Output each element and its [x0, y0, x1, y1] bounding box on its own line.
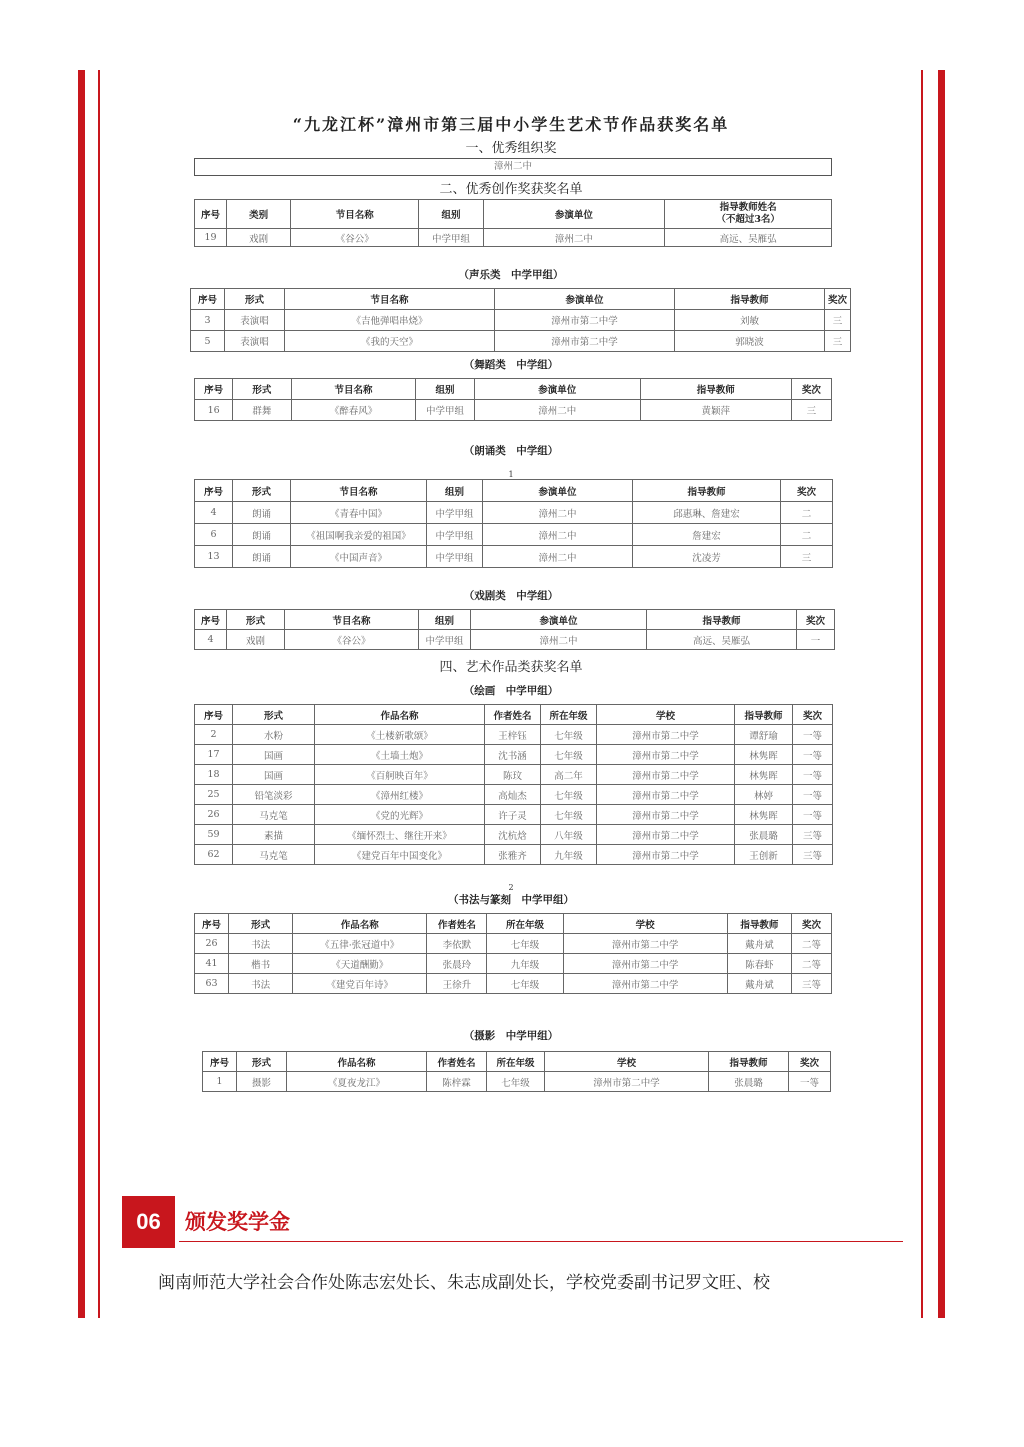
table-cell: 朗诵 — [233, 502, 291, 524]
table-row — [195, 546, 833, 568]
table-cell: 戏剧 — [227, 229, 291, 247]
table-header-row — [195, 379, 832, 400]
column-header: 奖次 — [793, 705, 833, 725]
column-header: 组别 — [416, 379, 474, 400]
table-cell: 张晨璐 — [735, 825, 793, 845]
table-cell: 17 — [195, 745, 233, 765]
table-cell: 漳州二中 — [483, 524, 633, 546]
table-cell: 陈梓霖 — [427, 1072, 487, 1092]
table-cell: 王创新 — [735, 845, 793, 865]
award-list-document — [190, 108, 847, 1092]
subtitle-recitation: （朗诵类 中学组） — [463, 445, 559, 457]
table-cell: 九年级 — [541, 845, 597, 865]
table-row — [195, 524, 833, 546]
table-cell: 《土楼新歌颂》 — [315, 725, 485, 745]
table-row — [191, 310, 851, 331]
table-cell: 水粉 — [233, 725, 315, 745]
table-cell: 漳州市第二中学 — [597, 805, 735, 825]
column-header: 指导教师 — [727, 914, 791, 934]
table-cell: 《百舸映百年》 — [315, 765, 485, 785]
column-header: 形式 — [233, 480, 291, 502]
column-header: 参演单位 — [474, 379, 640, 400]
table-cell: 一等 — [793, 745, 833, 765]
section-divider — [179, 1241, 903, 1242]
page-number: 1 — [508, 470, 514, 479]
table-cell: 三等 — [793, 845, 833, 865]
table-cell: 国画 — [233, 765, 315, 785]
table-cell: 《吉他弹唱串烧》 — [285, 310, 495, 331]
column-header: 指导教师 — [647, 610, 797, 630]
column-header: 形式 — [227, 610, 285, 630]
table-cell: 26 — [195, 805, 233, 825]
table-cell: 《天道酬勤》 — [293, 954, 427, 974]
table-cell: 漳州二中 — [483, 546, 633, 568]
right-border-thick — [938, 70, 945, 1318]
table-cell: 表演唱 — [225, 331, 285, 352]
table-cell: 沈凌芳 — [633, 546, 781, 568]
table-cell: 摄影 — [237, 1072, 287, 1092]
table-cell: 一等 — [793, 765, 833, 785]
table-cell: 漳州市第二中学 — [563, 934, 727, 954]
table-cell: 书法 — [229, 974, 293, 994]
table-cell: 八年级 — [541, 825, 597, 845]
column-header: 组别 — [427, 480, 483, 502]
table-cell: 谭舒瑜 — [735, 725, 793, 745]
column-header: 奖次 — [791, 914, 831, 934]
table-cell: 59 — [195, 825, 233, 845]
table-vocal — [190, 288, 851, 352]
column-header: 节目名称 — [285, 289, 495, 310]
table-drama — [194, 609, 835, 650]
column-header: 作品名称 — [315, 705, 485, 725]
table-creation-award — [194, 199, 832, 247]
table-cell: 一等 — [793, 805, 833, 825]
table-cell: 漳州二中 — [471, 630, 647, 650]
table-cell: 漳州市第二中学 — [597, 785, 735, 805]
table-cell: 19 — [195, 229, 227, 247]
table-cell: 《祖国啊我亲爱的祖国》 — [291, 524, 427, 546]
table-cell: 16 — [195, 400, 233, 421]
column-header: 指导教师 — [633, 480, 781, 502]
table-row — [191, 331, 851, 352]
column-header: 组别 — [419, 200, 483, 229]
table-cell: 张雅齐 — [485, 845, 541, 865]
table-cell: 国画 — [233, 745, 315, 765]
table-header-row — [195, 200, 832, 229]
column-header: 奖次 — [791, 379, 831, 400]
column-header: 形式 — [229, 914, 293, 934]
table-cell: 《青春中国》 — [291, 502, 427, 524]
table-cell: 七年级 — [487, 934, 563, 954]
table-cell: 戴舟斌 — [727, 974, 791, 994]
table-cell: 三 — [781, 546, 833, 568]
table-row — [195, 229, 832, 247]
subtitle-painting: （绘画 中学甲组） — [463, 685, 559, 697]
table-cell: 1 — [203, 1072, 237, 1092]
column-header: 所在年级 — [487, 914, 563, 934]
column-header: 作品名称 — [293, 914, 427, 934]
column-header: 序号 — [195, 480, 233, 502]
subtitle-dance: （舞蹈类 中学组） — [463, 359, 559, 371]
table-photography — [202, 1051, 831, 1092]
table-cell: 戴舟斌 — [727, 934, 791, 954]
right-border-thin — [921, 70, 923, 1318]
table-row — [195, 845, 833, 865]
table-cell: 张晨玲 — [427, 954, 487, 974]
column-header: 奖次 — [789, 1052, 831, 1072]
table-cell: 七年级 — [541, 725, 597, 745]
table-cell: 一等 — [789, 1072, 831, 1092]
table-cell: 七年级 — [487, 1072, 545, 1092]
section-2-title: 二、优秀创作奖获奖名单 — [439, 182, 583, 197]
column-header: 作品名称 — [287, 1052, 427, 1072]
table-cell: 漳州市第二中学 — [495, 310, 675, 331]
column-header: 所在年级 — [487, 1052, 545, 1072]
column-header: 学校 — [597, 705, 735, 725]
table-cell: 漳州市第二中学 — [597, 725, 735, 745]
column-header: 节目名称 — [285, 610, 419, 630]
table-cell: 陈春虾 — [727, 954, 791, 974]
column-header: 学校 — [563, 914, 727, 934]
table-header-row — [195, 610, 835, 630]
column-header: 序号 — [195, 379, 233, 400]
table-cell: 三 — [825, 331, 851, 352]
table-cell: 一等 — [793, 725, 833, 745]
column-header: 类别 — [227, 200, 291, 229]
column-header: 节目名称 — [291, 379, 416, 400]
table-cell: 《土墙土炮》 — [315, 745, 485, 765]
table-cell: 4 — [195, 502, 233, 524]
org-award-box: 漳州二中 — [194, 158, 832, 176]
table-cell: 三 — [791, 400, 831, 421]
section-4-title: 四、艺术作品类获奖名单 — [439, 660, 583, 675]
table-cell: 《中国声音》 — [291, 546, 427, 568]
table-cell: 3 — [191, 310, 225, 331]
table-row — [195, 825, 833, 845]
table-cell: 25 — [195, 785, 233, 805]
table-cell: 63 — [195, 974, 229, 994]
table-cell: 黄颖萍 — [640, 400, 791, 421]
table-cell: 漳州市第二中学 — [563, 954, 727, 974]
table-cell: 2 — [195, 725, 233, 745]
table-recitation — [194, 479, 833, 568]
table-cell: 漳州市第二中学 — [597, 825, 735, 845]
table-row — [195, 630, 835, 650]
column-header: 参演单位 — [483, 480, 633, 502]
column-header: 参演单位 — [483, 200, 665, 229]
table-header-row — [191, 289, 851, 310]
table-cell: 中学甲组 — [416, 400, 474, 421]
column-header: 学校 — [545, 1052, 709, 1072]
table-cell: 5 — [191, 331, 225, 352]
table-cell: 沈书涵 — [485, 745, 541, 765]
table-cell: 刘敏 — [675, 310, 825, 331]
column-header: 所在年级 — [541, 705, 597, 725]
table-row — [195, 974, 832, 994]
table-cell: 中学甲组 — [427, 524, 483, 546]
table-cell: 铅笔淡彩 — [233, 785, 315, 805]
table-row — [195, 725, 833, 745]
table-row — [195, 805, 833, 825]
table-cell: 朗诵 — [233, 524, 291, 546]
table-row — [203, 1072, 831, 1092]
table-cell: 朗诵 — [233, 546, 291, 568]
column-header: 形式 — [237, 1052, 287, 1072]
column-header: 序号 — [195, 610, 227, 630]
table-cell: 戏剧 — [227, 630, 285, 650]
subtitle-calligraphy: （书法与篆刻 中学甲组） — [448, 894, 574, 906]
table-header-row — [195, 914, 832, 934]
table-cell: 王梓钰 — [485, 725, 541, 745]
table-cell: 26 — [195, 934, 229, 954]
left-border-thick — [78, 70, 85, 1318]
table-cell: 《谷公》 — [285, 630, 419, 650]
table-cell: 邱惠琳、詹建宏 — [633, 502, 781, 524]
table-cell: 中学甲组 — [419, 630, 471, 650]
column-header: 参演单位 — [471, 610, 647, 630]
table-cell: 七年级 — [487, 974, 563, 994]
table-cell: 三等 — [791, 974, 831, 994]
column-header: 序号 — [195, 705, 233, 725]
table-cell: 九年级 — [487, 954, 563, 974]
table-cell: 《建党百年诗》 — [293, 974, 427, 994]
table-cell: 马克笔 — [233, 805, 315, 825]
section-header — [122, 1196, 904, 1248]
table-cell: 62 — [195, 845, 233, 865]
column-header: 序号 — [203, 1052, 237, 1072]
table-cell: 高二年 — [541, 765, 597, 785]
table-cell: 《党的光辉》 — [315, 805, 485, 825]
table-cell: 群舞 — [233, 400, 291, 421]
table-dance — [194, 378, 832, 421]
document-title: “九龙江杯”漳州市第三届中小学生艺术节作品获奖名单 — [292, 115, 730, 134]
table-cell: 《谷公》 — [291, 229, 419, 247]
section-1-title: 一、优秀组织奖 — [465, 141, 557, 156]
table-cell: 漳州市第二中学 — [545, 1072, 709, 1092]
column-header: 序号 — [195, 914, 229, 934]
table-cell: 中学甲组 — [427, 502, 483, 524]
table-cell: 二 — [781, 502, 833, 524]
table-cell: 表演唱 — [225, 310, 285, 331]
table-cell: 《建党百年中国变化》 — [315, 845, 485, 865]
table-cell: 王徐升 — [427, 974, 487, 994]
table-cell: 高远、吴雁弘 — [665, 229, 832, 247]
column-header: 组别 — [419, 610, 471, 630]
column-header: 指导教师 — [675, 289, 825, 310]
column-header: 形式 — [225, 289, 285, 310]
table-cell: 漳州二中 — [483, 502, 633, 524]
table-cell: 《漳州红楼》 — [315, 785, 485, 805]
table-cell: 漳州二中 — [474, 400, 640, 421]
subtitle-vocal: （声乐类 中学甲组） — [458, 269, 564, 281]
table-cell: 6 — [195, 524, 233, 546]
table-cell: 漳州市第二中学 — [597, 765, 735, 785]
table-cell: 书法 — [229, 934, 293, 954]
table-cell: 《缅怀烈士、继往开来》 — [315, 825, 485, 845]
table-cell: 18 — [195, 765, 233, 785]
table-row — [195, 745, 833, 765]
table-cell: 七年级 — [541, 805, 597, 825]
table-cell: 漳州二中 — [483, 229, 665, 247]
table-cell: 林隽晖 — [735, 745, 793, 765]
table-row — [195, 954, 832, 974]
column-header: 指导教师 — [709, 1052, 789, 1072]
table-row — [195, 400, 832, 421]
column-header: 序号 — [195, 200, 227, 229]
page-number-2: 2 — [508, 883, 514, 892]
table-row — [195, 785, 833, 805]
table-cell: 一 — [797, 630, 835, 650]
table-header-row — [203, 1052, 831, 1072]
table-cell: 张晨璐 — [709, 1072, 789, 1092]
table-row — [195, 765, 833, 785]
table-cell: 郭晓波 — [675, 331, 825, 352]
table-cell: 二等 — [791, 934, 831, 954]
table-cell: 林隽晖 — [735, 765, 793, 785]
table-cell: 楷书 — [229, 954, 293, 974]
column-header: 形式 — [233, 705, 315, 725]
column-header: 参演单位 — [495, 289, 675, 310]
section-title: 颁发奖学金 — [185, 1210, 290, 1234]
table-cell: 漳州市第二中学 — [495, 331, 675, 352]
table-header-row — [195, 480, 833, 502]
table-cell: 《五律·张冠道中》 — [293, 934, 427, 954]
column-header: 节目名称 — [291, 200, 419, 229]
table-cell: 林隽晖 — [735, 805, 793, 825]
table-cell: 三等 — [793, 825, 833, 845]
table-cell: 漳州市第二中学 — [597, 845, 735, 865]
table-cell: 《我的天空》 — [285, 331, 495, 352]
column-header: 作者姓名 — [485, 705, 541, 725]
table-cell: 二等 — [791, 954, 831, 974]
table-cell: 《醉春风》 — [291, 400, 416, 421]
table-cell: 林婷 — [735, 785, 793, 805]
body-paragraph: 闽南师范大学社会合作处陈志宏处长、朱志成副处长，学校党委副书记罗文旺、校 — [158, 1273, 770, 1293]
table-header-row — [195, 705, 833, 725]
table-cell: 《夏夜龙江》 — [287, 1072, 427, 1092]
table-cell: 中学甲组 — [427, 546, 483, 568]
table-cell: 13 — [195, 546, 233, 568]
column-header: 指导教师 — [640, 379, 791, 400]
table-cell: 陈玟 — [485, 765, 541, 785]
column-header: 指导教师姓名 （不超过3名） — [665, 200, 832, 229]
table-cell: 一等 — [793, 785, 833, 805]
table-cell: 沈杭焓 — [485, 825, 541, 845]
table-cell: 七年级 — [541, 785, 597, 805]
table-row — [195, 502, 833, 524]
table-cell: 马克笔 — [233, 845, 315, 865]
column-header: 奖次 — [825, 289, 851, 310]
section-number-badge: 06 — [122, 1196, 175, 1248]
table-cell: 高灿杰 — [485, 785, 541, 805]
column-header: 作者姓名 — [427, 914, 487, 934]
table-cell: 许子灵 — [485, 805, 541, 825]
table-cell: 二 — [781, 524, 833, 546]
column-header: 序号 — [191, 289, 225, 310]
table-cell: 漳州市第二中学 — [563, 974, 727, 994]
left-border-thin — [98, 70, 100, 1318]
table-cell: 三 — [825, 310, 851, 331]
column-header: 形式 — [233, 379, 291, 400]
column-header: 奖次 — [797, 610, 835, 630]
subtitle-photography: （摄影 中学甲组） — [463, 1030, 559, 1042]
subtitle-drama: （戏剧类 中学组） — [463, 590, 559, 602]
column-header: 节目名称 — [291, 480, 427, 502]
table-cell: 七年级 — [541, 745, 597, 765]
table-cell: 詹建宏 — [633, 524, 781, 546]
table-cell: 4 — [195, 630, 227, 650]
table-cell: 漳州市第二中学 — [597, 745, 735, 765]
table-cell: 中学甲组 — [419, 229, 483, 247]
table-calligraphy — [194, 913, 832, 994]
column-header: 奖次 — [781, 480, 833, 502]
table-cell: 素描 — [233, 825, 315, 845]
table-cell: 高远、吴雁弘 — [647, 630, 797, 650]
column-header: 指导教师 — [735, 705, 793, 725]
column-header: 作者姓名 — [427, 1052, 487, 1072]
table-cell: 41 — [195, 954, 229, 974]
table-row — [195, 934, 832, 954]
table-painting — [194, 704, 833, 865]
table-cell: 李依默 — [427, 934, 487, 954]
